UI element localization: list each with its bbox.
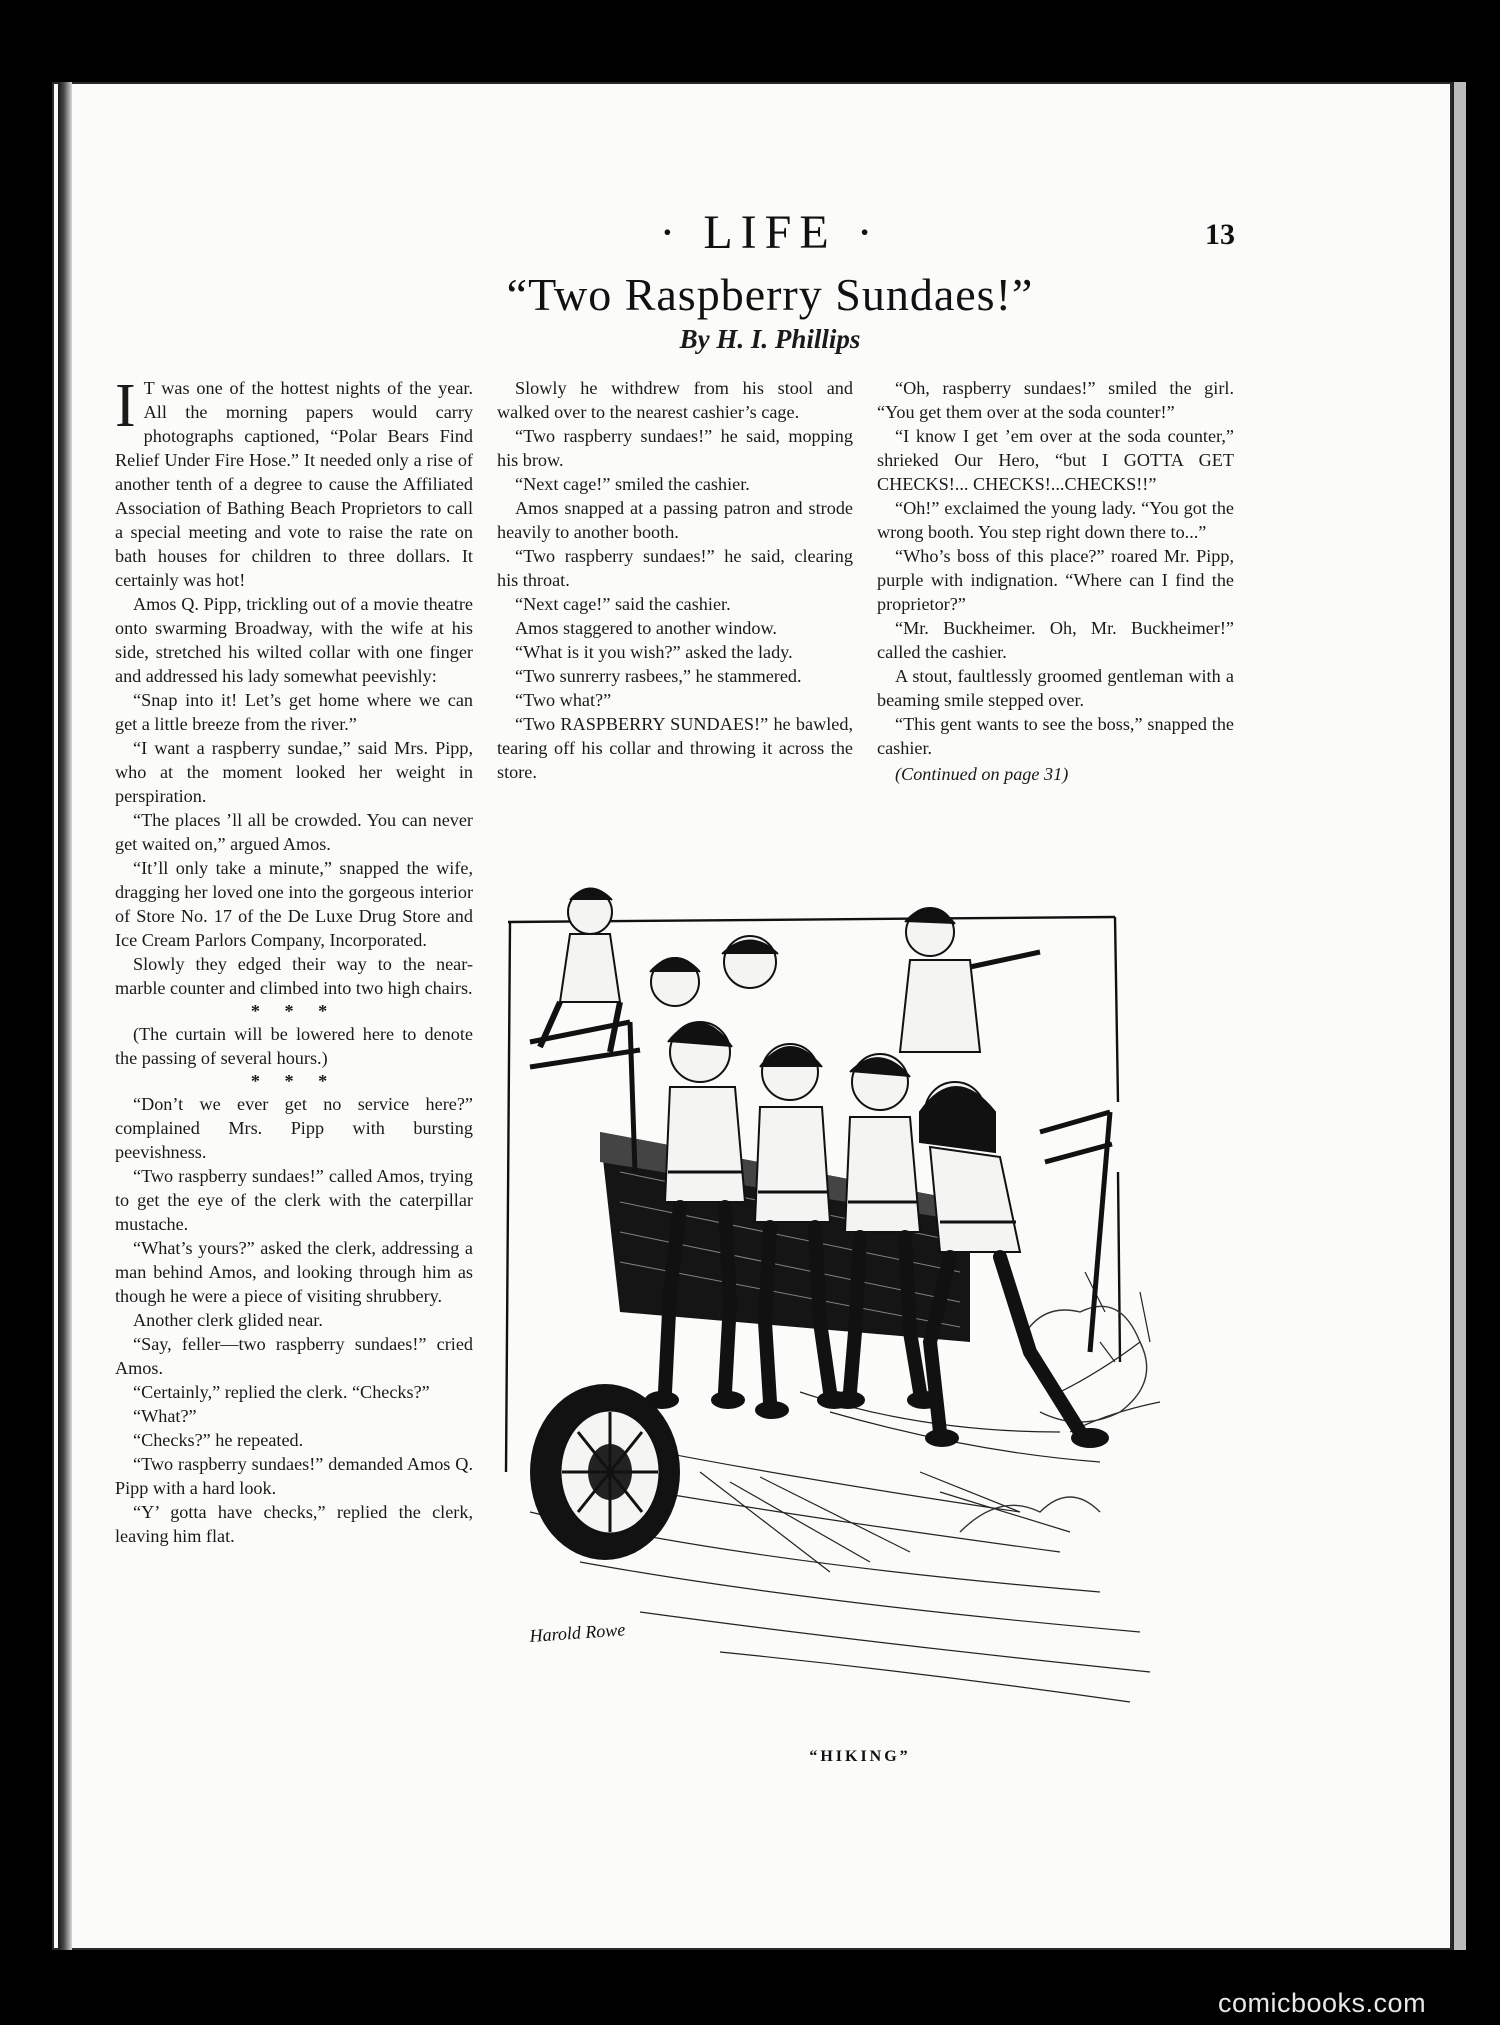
paragraph: “Y’ gotta have checks,” replied the clerk, leaving him flat.	[115, 1502, 473, 1546]
paragraph: “Snap into it! Let’s get home where we can get a little breeze from the river.”	[115, 690, 473, 734]
magazine-masthead: · LIFE ·	[659, 206, 881, 259]
paragraph: “Oh!” exclaimed the young lady. “You got the wrong booth. You step right down there to...”	[877, 498, 1234, 542]
paragraph: “Say, feller—two raspberry sundaes!” cried Amos.	[115, 1334, 473, 1378]
paragraph: A stout, faultlessly groomed gentleman with a beaming smile stepped over.	[877, 666, 1234, 710]
stage-note: (The curtain will be lowered here to denote the passing of several hours.)	[115, 1024, 473, 1068]
drop-cap: I	[115, 372, 136, 440]
wagon-wheel	[530, 1384, 680, 1560]
paragraph: “Two raspberry sundaes!” demanded Amos Q. Pipp with a hard look.	[115, 1454, 473, 1498]
paragraph: “What is it you wish?” asked the lady.	[515, 642, 793, 662]
page-edge	[1452, 82, 1466, 1950]
paragraph: “Two RASPBERRY SUNDAES!” he bawled, tearing off his collar and throwing it across the store.	[497, 714, 853, 782]
paragraph: “This gent wants to see the boss,” snapped the cashier.	[877, 714, 1234, 758]
continued-notice: (Continued on page 31)	[895, 764, 1069, 784]
paragraph: “What?”	[133, 1406, 197, 1426]
paragraph: “Two raspberry sundaes!” he said, mopping his brow.	[497, 426, 853, 470]
paragraph: “Two sunrerry rasbees,” he stammered.	[515, 666, 802, 686]
article-byline: By H. I. Phillips	[679, 324, 861, 354]
paragraph: “Certainly,” replied the clerk. “Checks?”	[133, 1382, 430, 1402]
paragraph: Amos staggered to another window.	[515, 618, 777, 638]
page-gutter	[58, 82, 72, 1950]
paragraph: “Next cage!” said the cashier.	[515, 594, 731, 614]
section-separator: * * *	[250, 1001, 338, 1021]
paragraph: Amos snapped at a passing patron and strode heavily to another booth.	[497, 498, 853, 542]
paragraph: “Who’s boss of this place?” roared Mr. Pipp, purple with indignation. “Where can I find the proprietor?”	[877, 546, 1234, 614]
paragraph: Amos Q. Pipp, trickling out of a movie theatre onto swarming Broadway, with the wife at his side, stretched his wilted collar with one finger and addressed his lady somewhat peevishly:	[115, 594, 473, 686]
article-column-3	[877, 376, 1234, 786]
paragraph: “Two raspberry sundaes!” called Amos, trying to get the eye of the clerk with the caterpillar mustache.	[115, 1166, 473, 1234]
watermark: comicbooks.com	[1218, 1988, 1427, 2018]
paragraph: I T was one of the hottest nights of the year. All the morning papers would carry photographs captioned, “Polar Bears Find Relief Under Fire Hose.” It needed only a rise of another tenth of a degree to cause the Affiliated Association of Bathing Beach Proprietors to call a special meeting and vote to raise the rate on bath houses for children to three dollars. It certainly was hot!	[115, 372, 473, 590]
paragraph: “Oh, raspberry sundaes!” smiled the girl. “You get them over at the soda counter!”	[877, 378, 1234, 422]
paragraph: “The places ’ll all be crowded. You can never get waited on,” argued Amos.	[115, 810, 473, 854]
paragraph: Slowly he withdrew from his stool and walked over to the nearest cashier’s cage.	[497, 378, 853, 422]
paragraph: “Checks?” he repeated.	[133, 1430, 304, 1450]
article-column-1	[115, 372, 473, 1548]
paragraph: “Don’t we ever get no service here?” complained Mrs. Pipp with bursting peevishness.	[115, 1094, 473, 1162]
hiking-illustration	[500, 872, 1180, 1727]
paragraph: “Mr. Buckheimer. Oh, Mr. Buckheimer!” called the cashier.	[877, 618, 1234, 662]
paragraph: “Two what?”	[515, 690, 612, 710]
paragraph: “I know I get ’em over at the soda counter,” shrieked Our Hero, “but I GOTTA GET CHECKS!... CHECKS!...CHECKS!!”	[877, 426, 1234, 494]
signature-text: Harold Rowe	[528, 1619, 626, 1646]
artist-signature	[528, 1619, 626, 1646]
paragraph: “Next cage!” smiled the cashier.	[515, 474, 750, 494]
paragraph: Another clerk glided near.	[133, 1310, 323, 1330]
article-title: “Two Raspberry Sundaes!”	[506, 269, 1034, 320]
page-number: 13	[1205, 218, 1235, 251]
paragraph: “I want a raspberry sundae,” said Mrs. Pipp, who at the moment looked her weight in perspiration.	[115, 738, 473, 806]
section-separator: * * *	[250, 1071, 338, 1091]
article-column-2	[497, 376, 853, 784]
paragraph: “Two raspberry sundaes!” he said, clearing his throat.	[497, 546, 853, 590]
paragraph: “What’s yours?” asked the clerk, addressing a man behind Amos, and looking through him as though he were a piece of visiting shrubbery.	[115, 1238, 473, 1306]
paragraph: “It’ll only take a minute,” snapped the wife, dragging her loved one into the gorgeous interior of Store No. 17 of the De Luxe Drug Store and Ice Cream Parlors Company, Incorporated.	[115, 858, 473, 950]
illustration-caption: “HIKING”	[809, 1748, 911, 1765]
paragraph: Slowly they edged their way to the near-marble counter and climbed into two high chairs.	[115, 954, 473, 998]
